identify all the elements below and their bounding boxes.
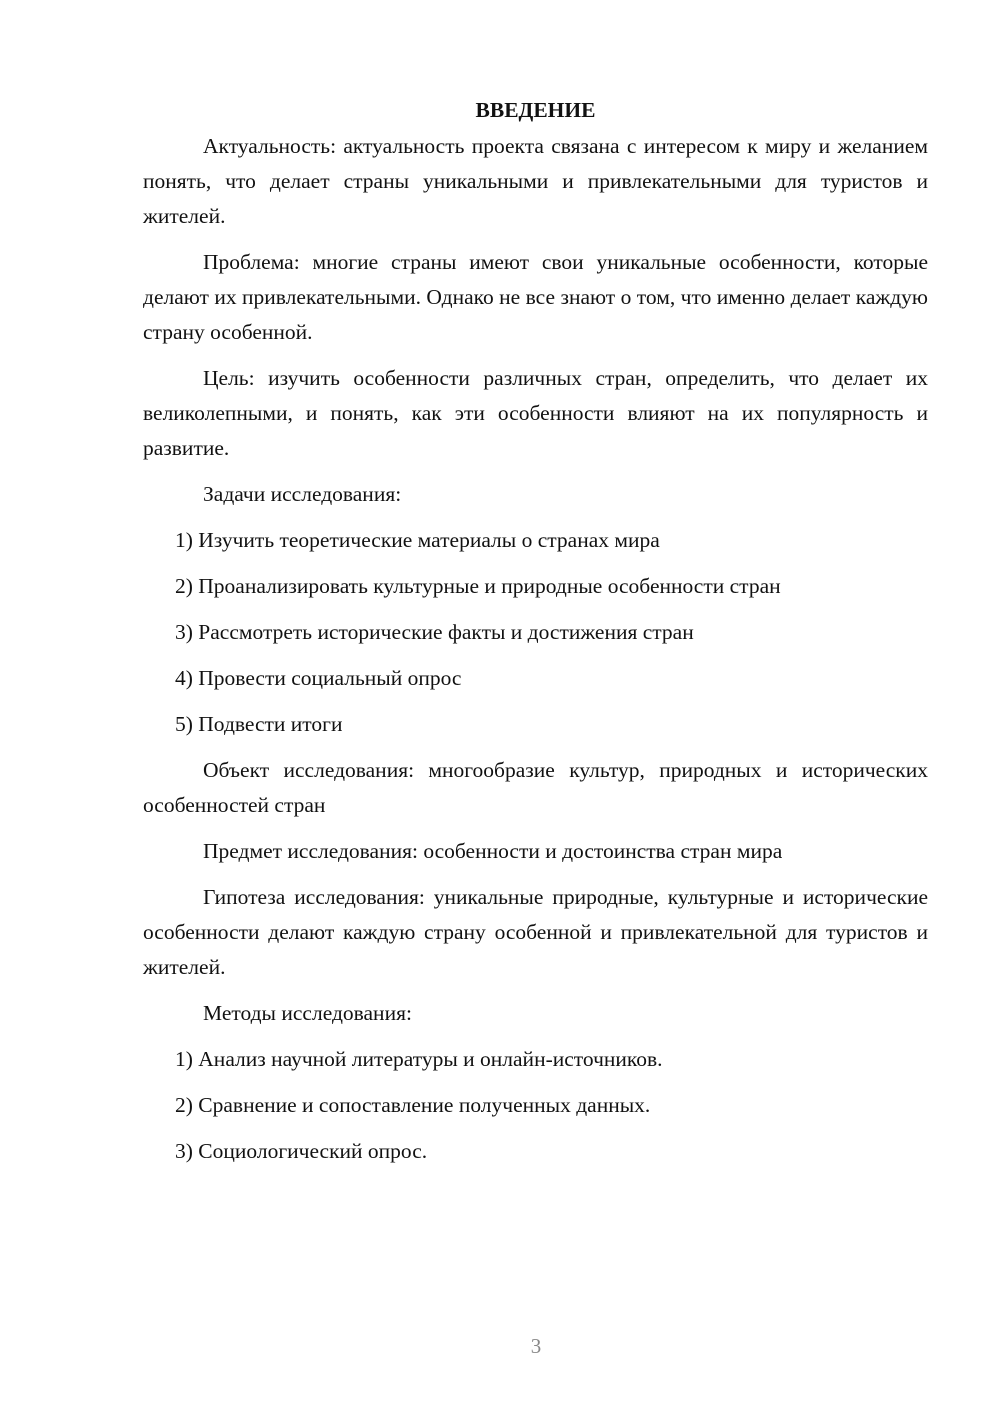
method-item: 1) Анализ научной литературы и онлайн-источников.	[175, 1047, 663, 1071]
tasks-title: Задачи исследования:	[203, 482, 402, 506]
task-item: 1) Изучить теоретические материалы о странах мира	[175, 528, 660, 552]
goal-paragraph: Цель: изучить особенности различных стран, определить, что делает их великолепными, и понять, как эти особенности влияют на их популярность и развитие.	[143, 366, 928, 460]
task-item: 4) Провести социальный опрос	[175, 666, 462, 690]
task-item: 2) Проанализировать культурные и природные особенности стран	[175, 574, 781, 598]
section-heading: ВВЕДЕНИЕ	[475, 98, 596, 122]
method-item: 3) Социологический опрос.	[175, 1139, 428, 1163]
object-paragraph: Объект исследования: многообразие культур, природных и исторических особенностей стран	[143, 758, 928, 817]
relevance-paragraph: Актуальность: актуальность проекта связана с интересом к миру и желанием понять, что делает страны уникальными и привлекательными для туристов и жителей.	[143, 134, 928, 228]
hypothesis-paragraph: Гипотеза исследования: уникальные природные, культурные и исторические особенности делают каждую страну особенной и привлекательной для туристов и жителей.	[143, 885, 928, 979]
methods-title: Методы исследования:	[203, 1001, 412, 1025]
document-content	[143, 93, 928, 1180]
page-number: 3	[530, 1334, 542, 1358]
task-item: 3) Рассмотреть исторические факты и достижения стран	[175, 620, 694, 644]
problem-paragraph: Проблема: многие страны имеют свои уникальные особенности, которые делают их привлекательными. Однако не все знают о том, что именно делает каждую страну особенной.	[143, 250, 928, 344]
method-item: 2) Сравнение и сопоставление полученных данных.	[175, 1093, 651, 1117]
task-item: 5) Подвести итоги	[175, 712, 343, 736]
subject-paragraph: Предмет исследования: особенности и достоинства стран мира	[203, 839, 783, 863]
